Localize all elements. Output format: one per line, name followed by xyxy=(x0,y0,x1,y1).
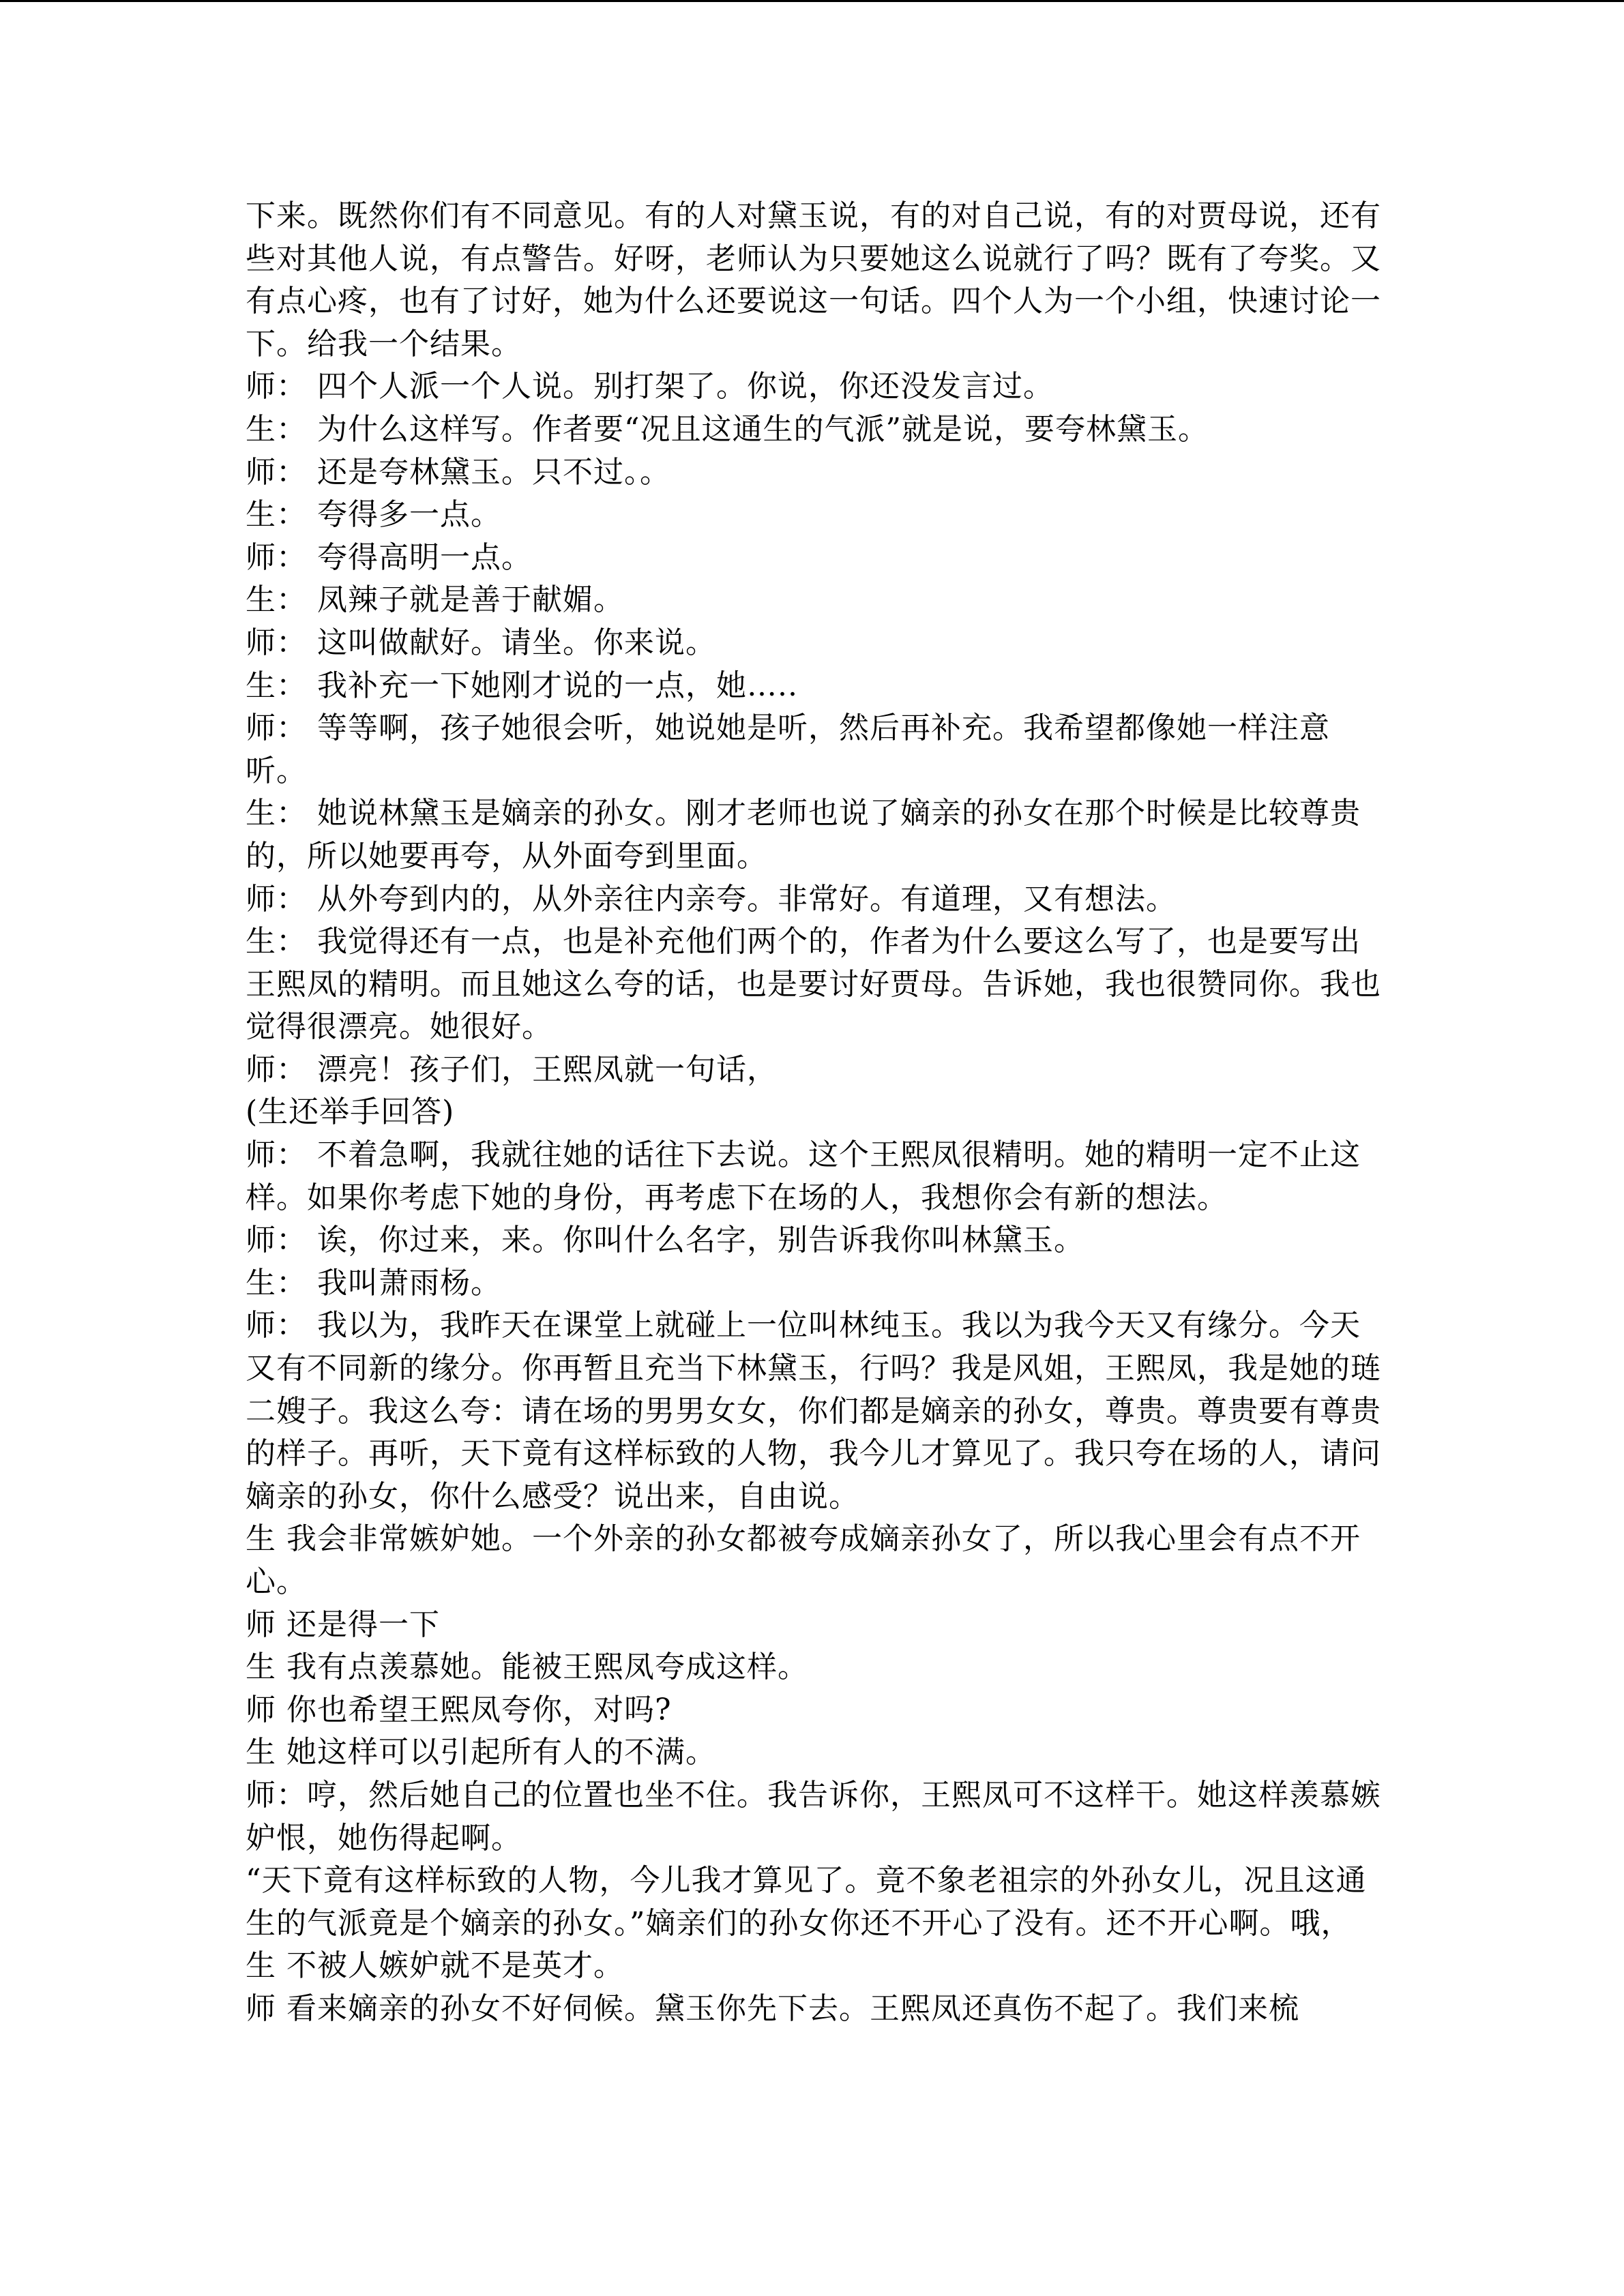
dialogue-line: 生： 我补充一下她刚才说的一点，她….. xyxy=(246,668,798,703)
dialogue-line: 师： 诶，你过来，来。你叫什么名字，别告诉我你叫林黛玉。 xyxy=(246,1223,1084,1258)
dialogue-line: 生 我会非常嫉妒她。一个外亲的孙女都被夸成嫡亲孙女了，所以我心里会有点不开心。 xyxy=(246,1521,1361,1599)
dialogue-line: 生： 我觉得还有一点，也是补充他们两个的，作者为什么要这么写了，也是要写出王熙凤的精明。而且她这么夸的话，也是要讨好贾母。告诉她，我也很赞同你。我也觉得很漂亮。她很好。 xyxy=(246,924,1381,1045)
dialogue-line: 师： 四个人派一个人说。别打架了。你说，你还没发言过。 xyxy=(246,369,1054,404)
dialogue-line: 生： 为什么这样写。作者要“况且这通生的气派”就是说，要夸林黛玉。 xyxy=(246,411,1209,447)
dialogue-line: 师： 这叫做献好。请坐。你来说。 xyxy=(246,625,716,660)
dialogue-line: 师 还是得一下 xyxy=(246,1607,440,1642)
quotation-paragraph: “天下竟有这样标致的人物，今儿我才算见了。竟不象老祖宗的外孙女儿，况且这通生的气派竟是个嫡亲的孙女。”嫡亲们的孙女你还不开心了没有。还不开心啊。哦， xyxy=(246,1863,1367,1941)
stage-direction: (生还举手回答) xyxy=(246,1094,455,1130)
dialogue-line: 师： 等等啊，孩子她很会听，她说她是听，然后再补充。我希望都像她一样注意听。 xyxy=(246,711,1330,788)
dialogue-line: 师 看来嫡亲的孙女不好伺候。黛玉你先下去。王熙凤还真伤不起了。我们来梳 xyxy=(246,1991,1299,2026)
dialogue-line: 师 你也希望王熙凤夸你，对吗? xyxy=(246,1692,672,1727)
dialogue-line: 师： 从外夸到内的，从外亲往内亲夸。非常好。有道理，又有想法。 xyxy=(246,881,1177,916)
dialogue-line: 生： 凤辣子就是善于献媚。 xyxy=(246,582,624,618)
dialogue-line: 师： 夸得高明一点。 xyxy=(246,539,532,575)
dialogue-line: 生： 我叫萧雨杨。 xyxy=(246,1265,501,1300)
dialogue-line: 师： 不着急啊，我就往她的话往下去说。这个王熙凤很精明。她的精明一定不止这样。如果你考虑下她的身份，再考虑下在场的人，我想你会有新的想法。 xyxy=(246,1137,1361,1215)
dialogue-line: 师： 我以为，我昨天在课堂上就碰上一位叫林纯玉。我以为我今天又有缘分。今天又有不同新的缘分。你再暂且充当下林黛玉，行吗？我是风姐，王熙凤，我是她的琏二嫂子。我这么夸：请在场的男男女女，你们都是嫡亲的孙女，尊贵。尊贵要有尊贵的样子。再听，天下竟有这样标致的人物，我今儿才算见了。我只夸在场的人，请问嫡亲的孙女，你什么感受？说出来，自由说。 xyxy=(246,1308,1381,1514)
dialogue-line: 生： 她说林黛玉是嫡亲的孙女。刚才老师也说了嫡亲的孙女在那个时候是比较尊贵的，所以她要再夸，从外面夸到里面。 xyxy=(246,796,1361,874)
dialogue-line: 生 她这样可以引起所有人的不满。 xyxy=(246,1735,716,1770)
dialogue-line: 生 不被人嫉妒就不是英才。 xyxy=(246,1948,624,1984)
dialogue-line: 师：哼，然后她自己的位置也坐不住。我告诉你，王熙凤可不这样干。她这样羡慕嫉妒恨，她伤得起啊。 xyxy=(246,1777,1381,1855)
top-border-line xyxy=(0,0,1624,2)
document-body xyxy=(246,195,1385,2031)
dialogue-line: 生 我有点羡慕她。能被王熙凤夸成这样。 xyxy=(246,1650,808,1685)
dialogue-line: 生： 夸得多一点。 xyxy=(246,497,501,533)
paragraph-intro: 下来。既然你们有不同意见。有的人对黛玉说，有的对自己说，有的对贾母说，还有些对其他人说，有点警告。好呀，老师认为只要她这么说就行了吗？既有了夸奖。又有点心疼，也有了讨好，她为什么还要说这一句话。四个人为一个小组，快速讨论一下。给我一个结果。 xyxy=(246,198,1381,361)
dialogue-line: 师： 漂亮！孩子们，王熙凤就一句话， xyxy=(246,1052,778,1087)
dialogue-line: 师： 还是夸林黛玉。只不过。。 xyxy=(246,454,670,490)
